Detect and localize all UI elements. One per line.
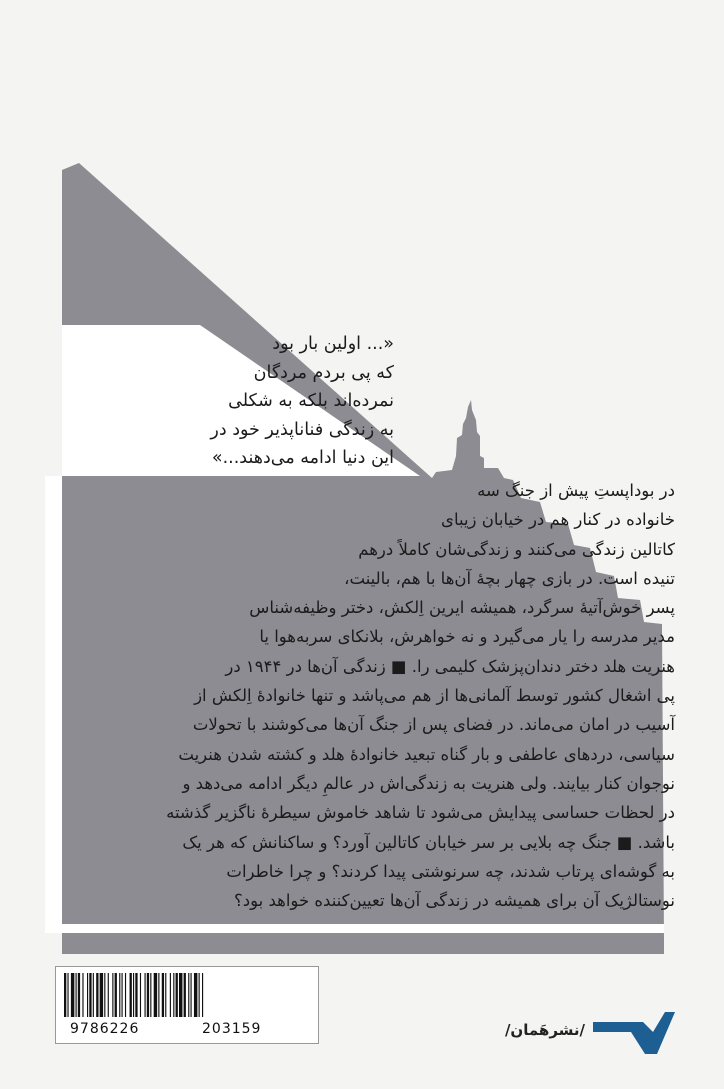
description-line: کاتالین زندگی می‌کنند و زندگی‌شان کاملاً درهم	[358, 539, 675, 559]
poem-line: به زندگی فناناپذیر خود در	[210, 419, 394, 440]
publisher-name: /نشرهَمان/	[504, 1021, 586, 1039]
description-line: سیاسی، دردهای عاطفی و بار گناه تبعید خانوادهٔ هلد و کشته شدن هنریت	[178, 744, 675, 764]
description-line: نوجوان کنار بیایند. ولی هنریت به زندگی‌اش در عالمِ دیگر ادامه می‌دهد و	[182, 773, 675, 793]
description-line: تنیده است. در بازی چهار بچهٔ آن‌ها با هم، بالینت،	[344, 568, 675, 588]
description-line: در بوداپستِ پیش از جنگ سه	[477, 481, 675, 500]
poem-line: که پی بردم مردگان	[253, 362, 394, 383]
barcode-right-digits: 203159	[202, 1021, 262, 1037]
poem-excerpt	[134, 330, 394, 473]
description-line: به گوشه‌ای پرتاب شدند، چه سرنوشتی پیدا کردند؟ و چرا خاطرات	[226, 861, 675, 881]
poem-line: «... اولین بار بود	[272, 334, 394, 354]
book-description	[55, 476, 675, 915]
barcode-left-digits: 9786226	[70, 1021, 140, 1037]
description-line: آسیب در امان می‌ماند. در فضای پس از جنگ آن‌ها می‌کوشند با تحولات	[192, 715, 675, 735]
lower-band	[62, 940, 664, 954]
description-line: پسر خوش‌آتیهٔ سرگرد، همیشه ایرین اِلکش، دختر وظیفه‌شناس	[249, 598, 675, 618]
description-line: خانواده در کنار هم در خیابان زیبای	[441, 510, 675, 530]
description-line: نوستالژیک آن برای همیشه در زندگی آن‌ها تعیین‌کننده خواهد بود؟	[234, 891, 675, 911]
isbn-barcode	[55, 966, 319, 1044]
description-line: در لحظات حساسی پیدایش می‌شود تا شاهد خاموش سیطرهٔ ناگزیر گذشته	[166, 803, 675, 823]
poem-line: این دنیا ادامه می‌دهند...»	[211, 448, 394, 468]
description-line: باشد. ■ جنگ چه بلایی بر سر خیابان کاتالین آورد؟ و ساکنانش که هر یک	[182, 832, 675, 852]
description-line: مدیر مدرسه را یار می‌گیرد و نه خواهرش، بلانکای سربه‌هوا یا	[259, 627, 675, 647]
barcode-bars	[60, 971, 314, 1021]
poem-line: نمرده‌اند بلکه به شکلی	[228, 391, 394, 411]
description-line: هنریت هلد دختر دندان‌پزشک کلیمی را. ■ زندگی آن‌ها در ۱۹۴۴ در	[225, 656, 675, 676]
description-line: پی اشغال کشور توسط آلمانی‌ها از هم می‌پاشد و تنها خانوادهٔ اِلکش از	[194, 686, 675, 706]
